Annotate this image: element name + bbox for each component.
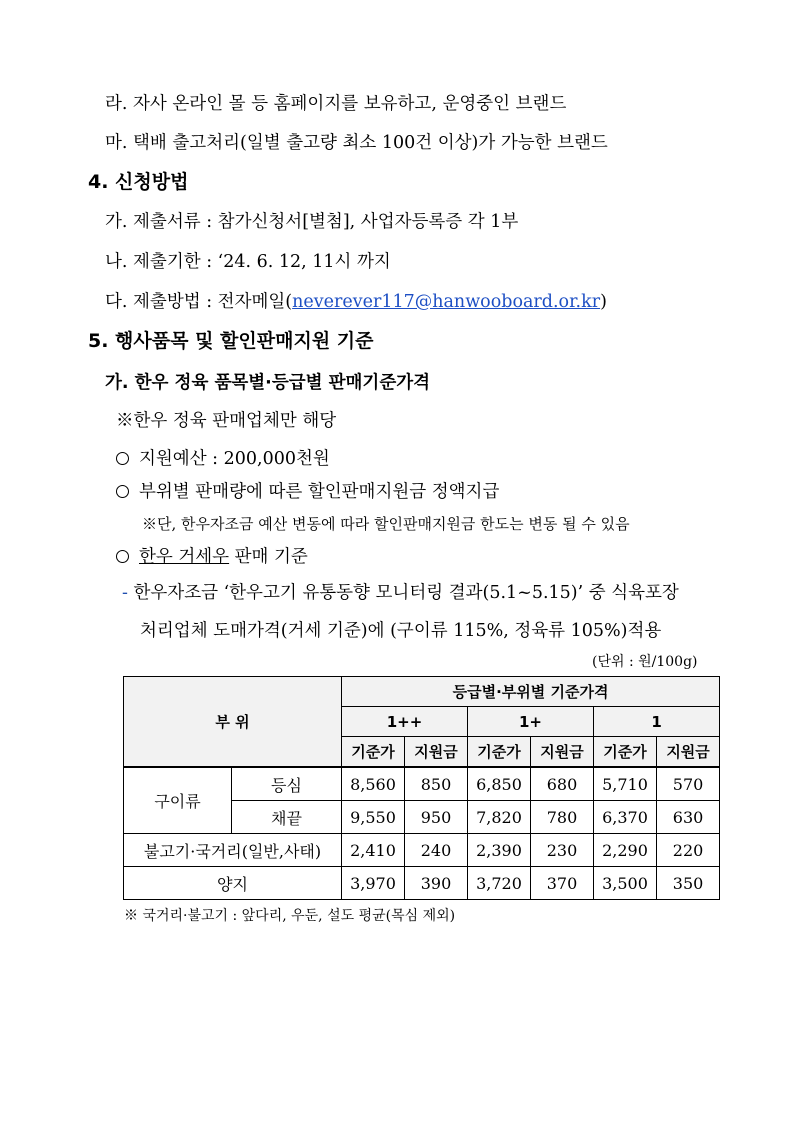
submit-documents: 가. 제출서류 : 참가신청서[별첨], 사업자등록증 각 1부	[105, 212, 519, 232]
cell: 3,720	[468, 867, 531, 900]
cell: 630	[657, 801, 720, 834]
bullet-steer-underlined: 한우 거세우	[139, 547, 230, 567]
cell: 8,560	[342, 767, 405, 801]
table-row	[124, 767, 720, 801]
header-support: 지원금	[657, 737, 720, 768]
cell: 2,410	[342, 834, 405, 867]
bullet-steer-criteria	[116, 545, 308, 569]
cell: 390	[405, 867, 468, 900]
cell: 950	[405, 801, 468, 834]
header-base-price: 기준가	[594, 737, 657, 768]
subsection-ga-heading: 가. 한우 정육 품목별·등급별 판매기준가격	[105, 373, 431, 393]
cell: 3,500	[594, 867, 657, 900]
cell: 780	[531, 801, 594, 834]
cell: 3,970	[342, 867, 405, 900]
submit-method-close: )	[600, 292, 607, 312]
header-base-price: 기준가	[342, 737, 405, 768]
dash-item-line2: 처리업체 도매가격(거세 기준)에 (구이류 115%, 정육류 105%)적용	[140, 621, 662, 641]
dash-item-line1	[122, 581, 679, 605]
cell: 2,390	[468, 834, 531, 867]
bullet-budget	[116, 447, 330, 471]
submit-method	[105, 290, 607, 314]
row-name: 양지	[124, 867, 342, 900]
table-footnote: ※ 국거리·불고기 : 앞다리, 우둔, 설도 평균(목심 제외)	[124, 908, 456, 924]
cell: 570	[657, 767, 720, 801]
email-link[interactable]: neverever117@hanwooboard.or.kr	[292, 292, 601, 312]
row-name: 불고기·국거리(일반,사태)	[124, 834, 342, 867]
condition-ma: 마. 택배 출고처리(일별 출고량 최소 100건 이상)가 가능한 브랜드	[105, 133, 608, 153]
cell: 350	[657, 867, 720, 900]
note-budget-change: ※단, 한우자조금 예산 변동에 따라 할인판매지원금 한도는 변동 될 수 있음	[142, 515, 630, 533]
unit-label: (단위 : 원/100g)	[592, 654, 698, 670]
dash-marker: -	[122, 583, 128, 603]
dash-item-line1-text: 한우자조금 ‘한우고기 유통동향 모니터링 결과(5.1~5.15)’ 중 식육포장	[133, 583, 679, 603]
bullet-fixed-payment-text: 부위별 판매량에 따른 할인판매지원금 정액지급	[139, 482, 500, 502]
header-grade-1pp: 1++	[342, 707, 468, 737]
cell: 6,850	[468, 767, 531, 801]
cell: 220	[657, 834, 720, 867]
cell: 680	[531, 767, 594, 801]
circle-bullet-icon	[116, 452, 129, 465]
table-row	[124, 834, 720, 867]
table-row	[124, 867, 720, 900]
cell: 6,370	[594, 801, 657, 834]
bullet-fixed-payment	[116, 480, 499, 504]
section-4-heading: 4. 신청방법	[88, 171, 189, 193]
cell: 2,290	[594, 834, 657, 867]
cell: 9,550	[342, 801, 405, 834]
cell: 370	[531, 867, 594, 900]
circle-bullet-icon	[116, 485, 129, 498]
row-name: 등심	[232, 767, 342, 801]
cell: 240	[405, 834, 468, 867]
price-table	[123, 676, 720, 900]
cell: 230	[531, 834, 594, 867]
header-group: 등급별·부위별 기준가격	[342, 677, 720, 707]
header-support: 지원금	[531, 737, 594, 768]
header-grade-1p: 1+	[468, 707, 594, 737]
header-part: 부 위	[124, 677, 342, 768]
note-hanwoo-only: ※한우 정육 판매업체만 해당	[116, 411, 337, 431]
bullet-steer-rest: 판매 기준	[229, 547, 308, 567]
cell: 7,820	[468, 801, 531, 834]
header-grade-1: 1	[594, 707, 720, 737]
section-5-heading: 5. 행사품목 및 할인판매지원 기준	[88, 330, 374, 352]
cell: 850	[405, 767, 468, 801]
row-name: 채끝	[232, 801, 342, 834]
cell: 5,710	[594, 767, 657, 801]
condition-ra: 라. 자사 온라인 몰 등 홈페이지를 보유하고, 운영중인 브랜드	[105, 94, 567, 114]
submit-deadline: 나. 제출기한 : ‘24. 6. 12, 11시 까지	[105, 252, 391, 272]
header-support: 지원금	[405, 737, 468, 768]
group-gui: 구이류	[124, 767, 232, 834]
circle-bullet-icon	[116, 550, 129, 563]
header-base-price: 기준가	[468, 737, 531, 768]
bullet-budget-text: 지원예산 : 200,000천원	[139, 449, 330, 469]
submit-method-label: 다. 제출방법 : 전자메일(	[105, 292, 293, 312]
